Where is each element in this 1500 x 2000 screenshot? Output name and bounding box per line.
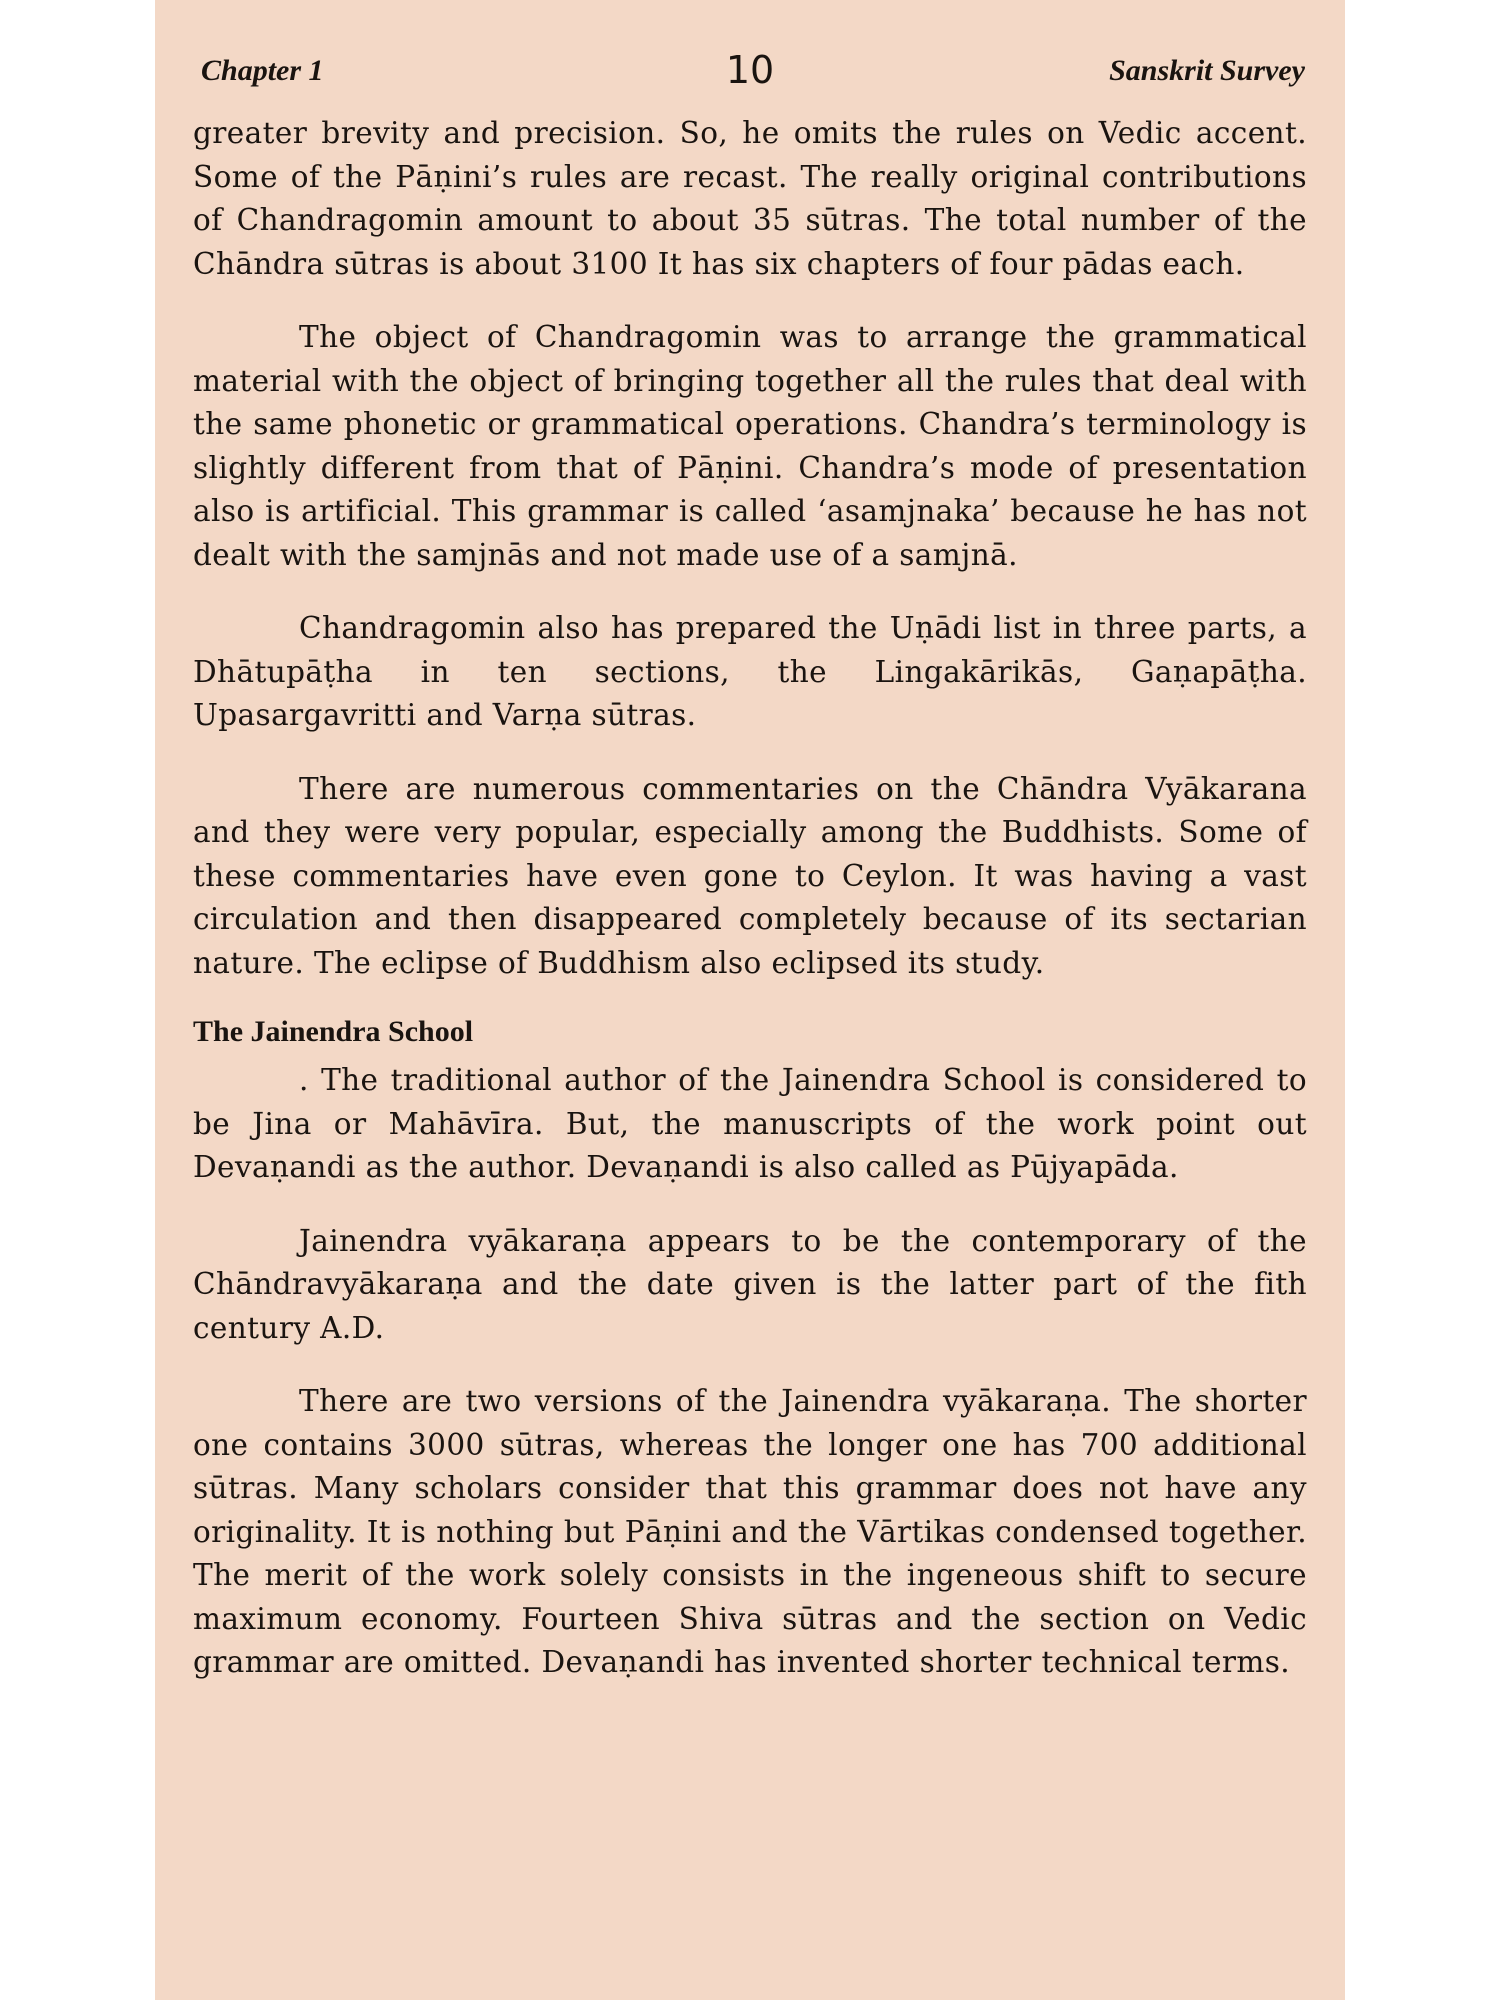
section-heading: The Jainendra School <box>193 1015 474 1048</box>
page-header <box>193 46 1307 112</box>
paragraph-continuation: greater brevity and precision. So, he omits the rules on Vedic accent. Some of the Pāṇini’s rules are recast. The really original contributions of Chandragomin amount to about 35 sūtras. The total number of the Chāndra sūtras is about 3100 It has six chapters of four pādas each. <box>193 116 1307 281</box>
book-page <box>155 0 1345 2000</box>
paragraph-jainendra-author: . The traditional author of the Jainendra School is considered to be Jina or Mahāvīra. But, the manuscripts of the work point out Devaṇandi as the author. Devaṇandi is also called as Pūjyapāda. <box>193 1063 1307 1184</box>
paragraph-jainendra-versions: There are two versions of the Jainendra vyākaraṇa. The shorter one contains 3000 sūtras, whereas the longer one has 700 additional sūtras. Many scholars consider that this grammar does not have any originality. It is nothing but Pāṇini and the Vārtikas condensed together. The merit of the work solely consists in the ingeneous shift to secure maximum economy. Fourteen Shiva sūtras and the section on Vedic grammar are omitted. Devaṇandi has invented shorter technical terms. <box>193 1384 1307 1679</box>
book-title: Sanskrit Survey <box>1109 54 1305 87</box>
chapter-label: Chapter 1 <box>201 54 324 87</box>
paragraph-commentaries: There are numerous commentaries on the Chāndra Vyākarana and they were very popular, especially among the Buddhists. Some of these commentaries have even gone to Ceylon. It was having a vast circulation and then disappeared completely because of its sectarian nature. The eclipse of Buddhism also eclipsed its study. <box>193 771 1307 980</box>
paragraph-jainendra-date: Jainendra vyākaraṇa appears to be the contemporary of the Chāndravyākaraṇa and the date given is the latter part of the fith century A.D. <box>193 1223 1307 1345</box>
paragraph-chandragomin-works: Chandragomin also has prepared the Uṇādi list in three parts, a Dhātupāṭha in ten sections, the Lingakārikās, Gaṇapāṭha. Upasargavritti and Varṇa sūtras. <box>193 611 1307 732</box>
page-number: 10 <box>725 48 775 92</box>
paragraph-chandragomin-object: The object of Chandragomin was to arrange the grammatical material with the object of bringing together all the rules that deal with the same phonetic or grammatical operations. Chandra’s terminology is slightly different from that of Pāṇini. Chandra’s mode of presentation also is artificial. This grammar is called ‘asamjnaka’ because he has not dealt with the samjnās and not made use of a samjnā. <box>193 320 1307 572</box>
